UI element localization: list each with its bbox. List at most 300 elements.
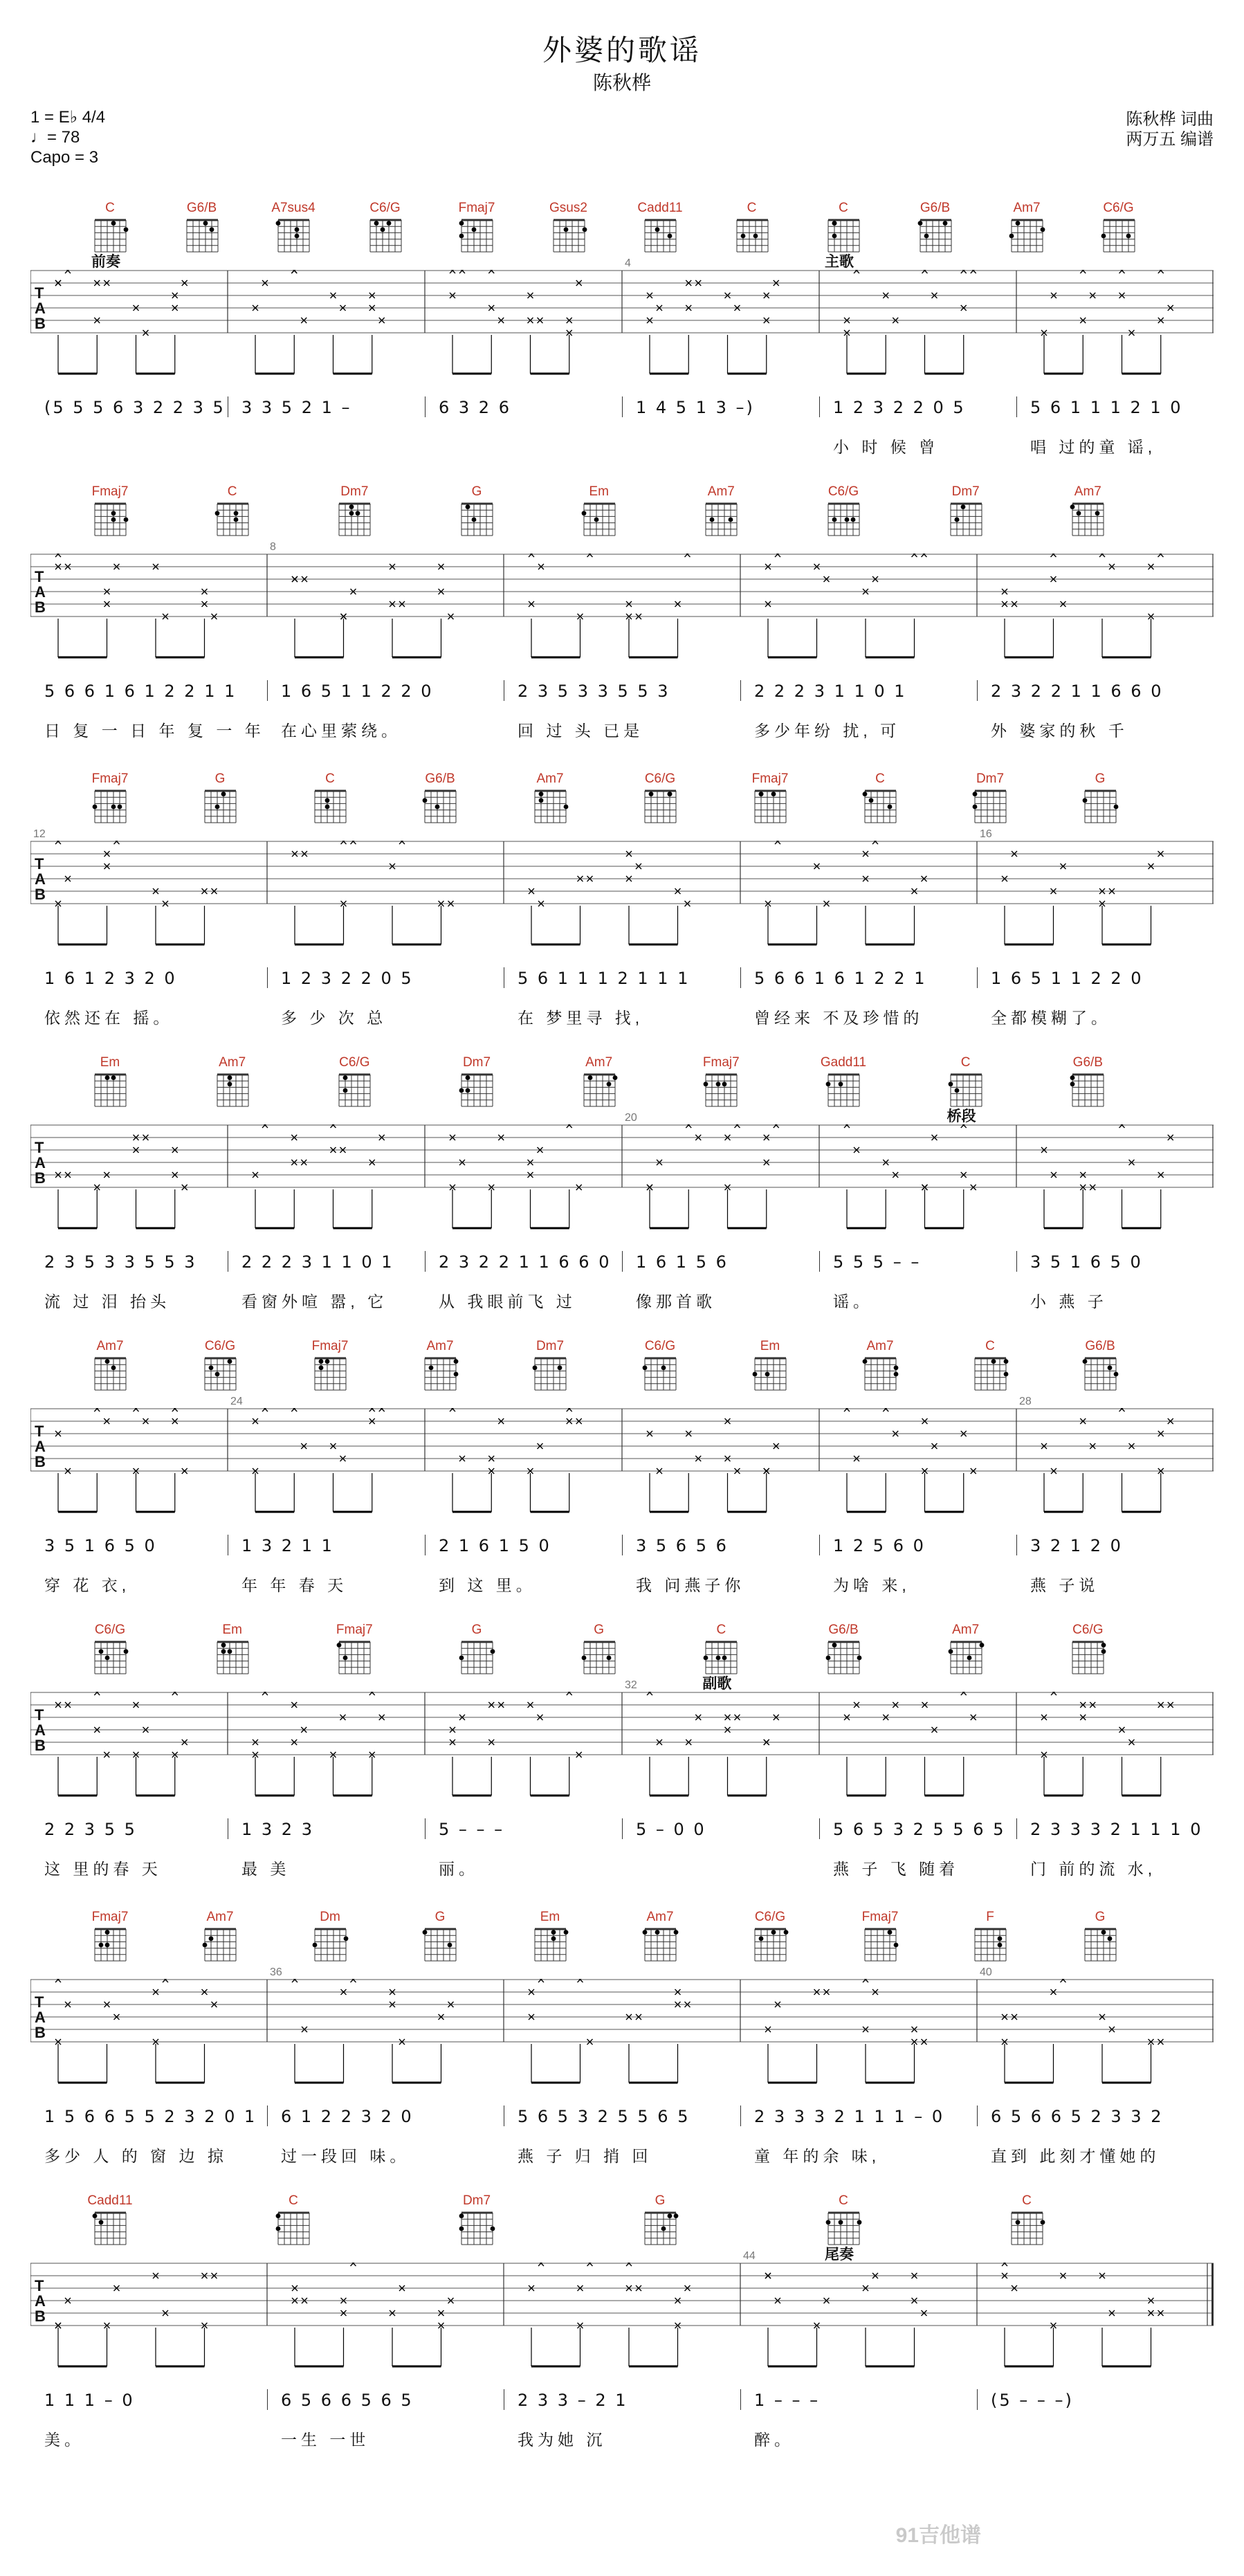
chord-grid bbox=[641, 1926, 679, 1964]
chord-diagram bbox=[86, 1910, 134, 1964]
chord-diagram bbox=[1063, 1055, 1112, 1109]
chord-name: G6/B bbox=[1085, 1339, 1115, 1353]
jianpu-measure: 1 2 3 2 2 0 5 bbox=[281, 969, 414, 988]
chord-grid bbox=[824, 1072, 863, 1109]
jianpu-barline bbox=[622, 396, 623, 417]
jianpu-measure: 3 2 1 2 0 bbox=[1030, 1536, 1123, 1555]
song-credits bbox=[1126, 109, 1214, 149]
jianpu-measure: 2 3 2 2 1 1 6 6 0 bbox=[439, 1252, 612, 1272]
lyric-segment: 为啥 来, bbox=[833, 1576, 911, 1594]
chord-diagram bbox=[86, 201, 134, 255]
lyric-segment: 燕 子说 bbox=[1030, 1576, 1099, 1594]
tab-staff bbox=[30, 1966, 1214, 2090]
chord-diagram bbox=[545, 201, 593, 255]
chord-grid bbox=[213, 1639, 252, 1677]
chord-diagram bbox=[1063, 1623, 1112, 1677]
section-label: 前奏 bbox=[91, 254, 120, 270]
lyric-segment: 童 年的余 味, bbox=[754, 2147, 881, 2165]
jianpu-measure: 2 2 3 5 5 bbox=[44, 1820, 137, 1839]
chord-diagram bbox=[330, 484, 378, 538]
chord-grid bbox=[641, 217, 679, 255]
chord-grid bbox=[641, 788, 679, 825]
chord-diagram bbox=[942, 1055, 990, 1109]
chord-grid bbox=[733, 217, 771, 255]
measure-number: 20 bbox=[625, 1112, 637, 1124]
tab-lines bbox=[30, 1692, 1214, 1802]
chord-grid bbox=[531, 1355, 569, 1393]
chord-grid bbox=[183, 217, 221, 255]
chord-diagram bbox=[86, 484, 134, 538]
chord-grid bbox=[971, 1355, 1009, 1393]
chord-grid bbox=[1081, 1355, 1119, 1393]
chord-name: C bbox=[985, 1339, 995, 1353]
song-title: 外婆的歌谣 bbox=[542, 34, 702, 66]
section-label: 桥段 bbox=[946, 1108, 976, 1124]
lyric-segment: 这 里的春 天 bbox=[44, 1860, 162, 1878]
chord-diagram bbox=[178, 201, 226, 255]
lyric-segment: 全都模糊了。 bbox=[991, 1009, 1111, 1027]
jianpu-measure: 3 3 5 2 1 – bbox=[241, 398, 352, 417]
chord-grid bbox=[702, 1072, 740, 1109]
tab-clef: T A B bbox=[35, 1139, 46, 1187]
jianpu-barline bbox=[267, 2389, 268, 2410]
jianpu-measure: 6 3 2 6 bbox=[439, 398, 511, 417]
chord-grid bbox=[311, 1355, 349, 1393]
jianpu-measure: 2 3 3 3 2 1 1 1 0 bbox=[1030, 1820, 1203, 1839]
chord-grid bbox=[824, 1639, 863, 1677]
tab-staff bbox=[30, 541, 1214, 664]
lyrics-row bbox=[30, 1573, 1214, 1593]
chord-name: G bbox=[214, 771, 226, 786]
chord-grid bbox=[457, 217, 496, 255]
chord-name: G bbox=[435, 1910, 446, 1924]
chord-diagram bbox=[856, 1339, 904, 1393]
jianpu-measure: 3 5 1 6 5 0 bbox=[44, 1536, 157, 1555]
chord-grid bbox=[91, 1355, 129, 1393]
jianpu-measure: 5 6 5 3 2 5 5 6 5 bbox=[518, 2107, 690, 2126]
chord-name: C bbox=[289, 2193, 298, 2208]
lyric-segment: 多 少 次 总 bbox=[281, 1009, 387, 1027]
chord-grid bbox=[274, 2210, 313, 2247]
chord-diagram bbox=[208, 484, 257, 538]
jianpu-measure: 1 3 2 3 bbox=[241, 1820, 314, 1839]
lyric-segment: 过一段回 味。 bbox=[281, 2147, 410, 2165]
jianpu-barline bbox=[819, 1535, 820, 1555]
lyric-segment: 我为她 沉 bbox=[518, 2431, 607, 2449]
jianpu-row bbox=[30, 398, 1214, 419]
jianpu-barline bbox=[977, 2389, 978, 2410]
chord-diagram bbox=[361, 201, 410, 255]
tab-lines bbox=[30, 1124, 1214, 1235]
chord-diagram bbox=[575, 1623, 623, 1677]
chord-grid bbox=[335, 501, 374, 538]
chord-diagram bbox=[330, 1055, 378, 1109]
chord-name: C6/G bbox=[1072, 1623, 1104, 1637]
lyric-segment: 多少 人 的 窗 边 掠 bbox=[44, 2147, 228, 2165]
chord-name: C6/G bbox=[1103, 201, 1134, 215]
lyric-segment: 谣。 bbox=[833, 1292, 873, 1310]
measure-number: 40 bbox=[980, 1966, 992, 1978]
chord-grid bbox=[1007, 2210, 1046, 2247]
chord-grid bbox=[311, 1926, 349, 1964]
jianpu-barline bbox=[267, 680, 268, 701]
tab-staff bbox=[30, 1396, 1214, 1519]
chord-grid bbox=[824, 501, 863, 538]
measure-number: 36 bbox=[270, 1966, 282, 1978]
jianpu-barline bbox=[1016, 1535, 1017, 1555]
chord-name: C bbox=[1022, 2193, 1032, 2208]
chord-name: Dm7 bbox=[976, 771, 1005, 786]
chord-name: Am7 bbox=[1074, 484, 1101, 499]
chord-name: G bbox=[471, 484, 482, 499]
chord-diagram bbox=[819, 201, 868, 255]
chord-diagram bbox=[746, 1910, 794, 1964]
chord-grid bbox=[946, 501, 985, 538]
jianpu-barline bbox=[1016, 1251, 1017, 1272]
chord-name: Fmaj7 bbox=[91, 1910, 129, 1924]
chord-name: Am7 bbox=[952, 1623, 980, 1637]
jianpu-measure: 1 6 1 2 3 2 0 bbox=[44, 969, 177, 988]
jianpu-measure: (5 5 5 6 3 2 2 3 5 bbox=[44, 398, 226, 417]
measure-number: 32 bbox=[625, 1679, 637, 1691]
measure-number: 24 bbox=[230, 1396, 243, 1407]
lyrics-row bbox=[30, 435, 1214, 455]
chord-name: C6/G bbox=[339, 1055, 370, 1070]
lyric-segment: 我 问燕子你 bbox=[636, 1576, 745, 1594]
chord-diagram bbox=[306, 1339, 354, 1393]
chord-diagram bbox=[86, 771, 134, 825]
tab-lines bbox=[30, 1979, 1214, 2090]
chord-diagram bbox=[636, 1339, 684, 1393]
chord-name: Em bbox=[222, 1623, 242, 1637]
chord-name: Am7 bbox=[536, 771, 564, 786]
chord-name: C6/G bbox=[754, 1910, 786, 1924]
chord-diagram bbox=[911, 201, 960, 255]
chord-diagram bbox=[306, 1910, 354, 1964]
chord-grid bbox=[861, 1355, 899, 1393]
jianpu-measure: 1 2 5 6 0 bbox=[833, 1536, 926, 1555]
measure-number: 12 bbox=[33, 828, 46, 840]
chord-grid bbox=[751, 788, 789, 825]
chord-name: Gsus2 bbox=[549, 201, 587, 215]
tab-lines bbox=[30, 270, 1214, 381]
jianpu-barline bbox=[740, 2389, 741, 2410]
jianpu-row bbox=[30, 1252, 1214, 1273]
chord-grid bbox=[641, 1355, 679, 1393]
jianpu-measure: 5 – – – bbox=[439, 1820, 505, 1839]
chord-diagram bbox=[856, 1910, 904, 1964]
chord-diagram bbox=[452, 1055, 501, 1109]
chord-name: Dm7 bbox=[462, 2193, 491, 2208]
chord-grid bbox=[213, 501, 252, 538]
chord-diagram bbox=[196, 1910, 244, 1964]
jianpu-measure: 2 3 2 2 1 1 6 6 0 bbox=[991, 682, 1164, 701]
chord-name: Fmaj7 bbox=[702, 1055, 740, 1070]
lyric-segment: 直到 此刻才懂她的 bbox=[991, 2147, 1160, 2165]
chord-row bbox=[0, 1623, 1244, 1692]
jianpu-barline bbox=[267, 967, 268, 988]
chord-grid bbox=[213, 1072, 252, 1109]
chord-grid bbox=[457, 501, 496, 538]
site-watermark: 91吉他谱 bbox=[895, 2524, 981, 2547]
chord-grid bbox=[946, 1639, 985, 1677]
measure-number: 16 bbox=[980, 828, 992, 840]
chord-diagram bbox=[1063, 484, 1112, 538]
jianpu-measure: 6 1 2 2 3 2 0 bbox=[281, 2107, 414, 2126]
chord-grid bbox=[861, 1926, 899, 1964]
jianpu-row bbox=[30, 2391, 1214, 2411]
chord-grid bbox=[421, 1355, 459, 1393]
tab-clef: T A B bbox=[35, 1706, 46, 1755]
chord-name: Fmaj7 bbox=[861, 1910, 899, 1924]
chord-grid bbox=[702, 501, 740, 538]
lyric-segment: 像那首歌 bbox=[636, 1292, 716, 1310]
chord-name: Fmaj7 bbox=[336, 1623, 373, 1637]
chord-name: G bbox=[471, 1623, 482, 1637]
chord-name: Fmaj7 bbox=[751, 771, 789, 786]
lyrics-row bbox=[30, 2427, 1214, 2448]
chord-grid bbox=[916, 217, 955, 255]
chord-name: Dm7 bbox=[462, 1055, 491, 1070]
jianpu-measure: 2 3 5 3 3 5 5 3 bbox=[44, 1252, 197, 1272]
chord-name: G bbox=[1095, 1910, 1106, 1924]
chord-name: Em bbox=[540, 1910, 560, 1924]
jianpu-measure: 3 5 6 5 6 bbox=[636, 1536, 729, 1555]
chord-name: C bbox=[839, 201, 848, 215]
chord-name: C bbox=[875, 771, 885, 786]
chord-grid bbox=[531, 1926, 569, 1964]
jianpu-barline bbox=[622, 1535, 623, 1555]
jianpu-measure: 6 5 6 6 5 6 5 bbox=[281, 2391, 414, 2410]
chord-grid bbox=[946, 1072, 985, 1109]
tab-clef: T A B bbox=[35, 2277, 46, 2326]
chord-diagram bbox=[1076, 1339, 1124, 1393]
chord-grid bbox=[861, 788, 899, 825]
chord-grid bbox=[311, 788, 349, 825]
jianpu-barline bbox=[819, 396, 820, 417]
jianpu-measure: 5 6 5 3 2 5 5 6 5 bbox=[833, 1820, 1006, 1839]
chord-diagram bbox=[942, 1623, 990, 1677]
chord-diagram bbox=[452, 484, 501, 538]
chord-diagram bbox=[86, 1339, 134, 1393]
chord-diagram bbox=[856, 771, 904, 825]
jianpu-barline bbox=[425, 396, 426, 417]
chord-name: C6/G bbox=[204, 1339, 236, 1353]
chord-name: Am7 bbox=[1013, 201, 1041, 215]
jianpu-barline bbox=[425, 1251, 426, 1272]
chord-name: Em bbox=[589, 484, 609, 499]
section-label: 副歌 bbox=[702, 1676, 732, 1692]
chord-name: Em bbox=[100, 1055, 120, 1070]
chord-diagram bbox=[1003, 201, 1051, 255]
jianpu-measure: 2 2 2 3 1 1 0 1 bbox=[754, 682, 907, 701]
chord-diagram bbox=[196, 771, 244, 825]
chord-name: Dm7 bbox=[536, 1339, 565, 1353]
chord-diagram bbox=[942, 484, 990, 538]
chord-name: G bbox=[1095, 771, 1106, 786]
chord-grid bbox=[91, 501, 129, 538]
chord-name: G6/B bbox=[425, 771, 455, 786]
lyrics-row bbox=[30, 1856, 1214, 1877]
chord-grid bbox=[91, 2210, 129, 2247]
chord-name: C6/G bbox=[644, 771, 676, 786]
lyric-segment: 年 年 春 天 bbox=[241, 1576, 348, 1594]
chord-grid bbox=[1068, 501, 1107, 538]
jianpu-barline bbox=[622, 1818, 623, 1839]
chord-name: Am7 bbox=[707, 484, 735, 499]
jianpu-barline bbox=[977, 2105, 978, 2126]
lyric-segment: 最 美 bbox=[241, 1860, 291, 1878]
chord-diagram bbox=[636, 2193, 684, 2247]
chord-name: Dm7 bbox=[340, 484, 369, 499]
lyric-segment: 小 燕 子 bbox=[1030, 1292, 1108, 1310]
lyrics-row bbox=[30, 2144, 1214, 2164]
tab-staff bbox=[30, 828, 1214, 951]
jianpu-measure: (5 – – –) bbox=[991, 2391, 1074, 2410]
lyric-segment: 多少年纷 扰, 可 bbox=[754, 722, 901, 740]
lyric-segment: 看窗外喧 嚣, 它 bbox=[241, 1292, 388, 1310]
chord-grid bbox=[971, 788, 1009, 825]
chord-diagram bbox=[697, 1055, 745, 1109]
chord-name: F bbox=[986, 1910, 994, 1924]
chord-row bbox=[0, 2193, 1244, 2263]
chord-name: C bbox=[839, 2193, 848, 2208]
jianpu-barline bbox=[740, 2105, 741, 2126]
chord-diagram bbox=[416, 771, 464, 825]
chord-row bbox=[0, 1339, 1244, 1401]
chord-grid bbox=[201, 788, 239, 825]
chord-grid bbox=[1081, 788, 1119, 825]
chord-grid bbox=[335, 1639, 374, 1677]
jianpu-measure: 1 – – – bbox=[754, 2391, 821, 2410]
jianpu-barline bbox=[425, 1818, 426, 1839]
chord-grid bbox=[91, 1639, 129, 1677]
chord-diagram bbox=[526, 771, 574, 825]
lyric-segment: 穿 花 衣, bbox=[44, 1576, 131, 1594]
lyric-segment: 小 时 候 曾 bbox=[833, 438, 940, 456]
chord-name: C6/G bbox=[369, 201, 401, 215]
chord-diagram bbox=[1076, 1910, 1124, 1964]
tab-lines bbox=[30, 1408, 1214, 1519]
chord-diagram bbox=[819, 2193, 868, 2247]
chord-diagram bbox=[636, 771, 684, 825]
jianpu-measure: 5 6 1 1 1 2 1 1 1 bbox=[518, 969, 690, 988]
lyric-segment: 醉。 bbox=[754, 2431, 794, 2449]
jianpu-measure: 2 3 5 3 3 5 5 3 bbox=[518, 682, 670, 701]
measure-number: 4 bbox=[625, 257, 631, 269]
chord-name: Am7 bbox=[866, 1339, 894, 1353]
jianpu-measure: 6 5 6 6 5 2 3 3 2 bbox=[991, 2107, 1164, 2126]
lyric-segment: 从 我眼前飞 过 bbox=[439, 1292, 576, 1310]
chord-name: G6/B bbox=[920, 201, 951, 215]
jianpu-barline bbox=[819, 1251, 820, 1272]
chord-name: Am7 bbox=[646, 1910, 674, 1924]
chord-diagram bbox=[269, 2193, 318, 2247]
chord-grid bbox=[971, 1926, 1009, 1964]
chord-grid bbox=[91, 788, 129, 825]
chord-grid bbox=[366, 217, 405, 255]
chord-name: Am7 bbox=[219, 1055, 246, 1070]
chord-row bbox=[0, 771, 1244, 834]
lyrics-row bbox=[30, 1289, 1214, 1310]
chord-name: Fmaj7 bbox=[311, 1339, 349, 1353]
jianpu-measure: 2 1 6 1 5 0 bbox=[439, 1536, 551, 1555]
section-label: 主歌 bbox=[825, 254, 854, 270]
chord-row bbox=[0, 484, 1244, 547]
chord-name: Dm bbox=[320, 1910, 340, 1924]
chord-grid bbox=[1068, 1072, 1107, 1109]
chord-grid bbox=[201, 1355, 239, 1393]
chord-diagram bbox=[966, 771, 1014, 825]
chord-grid bbox=[702, 1639, 740, 1677]
jianpu-row bbox=[30, 682, 1214, 702]
chord-grid bbox=[91, 1072, 129, 1109]
chord-diagram bbox=[416, 1339, 464, 1393]
chord-grid bbox=[580, 1072, 619, 1109]
chord-name: C bbox=[227, 484, 237, 499]
chord-grid bbox=[457, 1072, 496, 1109]
credit-lyrics-music: 陈秋桦 词曲 bbox=[1126, 110, 1214, 129]
chord-name: C6/G bbox=[94, 1623, 126, 1637]
chord-diagram bbox=[526, 1910, 574, 1964]
lyrics-row bbox=[30, 1005, 1214, 1026]
chord-name: C6/G bbox=[827, 484, 859, 499]
chord-grid bbox=[549, 217, 588, 255]
song-meta bbox=[30, 107, 105, 167]
chord-diagram bbox=[416, 1910, 464, 1964]
chord-name: C bbox=[325, 771, 335, 786]
jianpu-row bbox=[30, 2107, 1214, 2128]
tab-clef: T A B bbox=[35, 1993, 46, 2042]
chord-grid bbox=[580, 501, 619, 538]
chord-name: G6/B bbox=[186, 201, 217, 215]
chord-name: Am7 bbox=[585, 1055, 613, 1070]
chord-grid bbox=[201, 1926, 239, 1964]
chord-name: A7sus4 bbox=[271, 201, 315, 215]
chord-name: C bbox=[105, 201, 115, 215]
jianpu-barline bbox=[425, 1535, 426, 1555]
credit-arranger: 两万五 编谱 bbox=[1126, 130, 1214, 149]
chord-diagram bbox=[306, 771, 354, 825]
capo-marking: Capo = 3 bbox=[30, 148, 99, 167]
chord-diagram bbox=[452, 1623, 501, 1677]
jianpu-measure: 5 6 6 1 6 1 2 2 1 bbox=[754, 969, 927, 988]
chord-diagram bbox=[269, 201, 318, 255]
chord-diagram bbox=[575, 484, 623, 538]
lyrics-row bbox=[30, 718, 1214, 739]
measure-number: 44 bbox=[743, 2250, 756, 2262]
jianpu-measure: 1 1 1 – 0 bbox=[44, 2391, 135, 2410]
chord-name: G6/B bbox=[1072, 1055, 1103, 1070]
tab-lines bbox=[30, 841, 1214, 951]
jianpu-barline bbox=[977, 680, 978, 701]
jianpu-row bbox=[30, 969, 1214, 989]
section-label: 尾奏 bbox=[825, 2247, 854, 2263]
chord-diagram bbox=[636, 201, 684, 255]
chord-name: Am7 bbox=[426, 1339, 454, 1353]
chord-diagram bbox=[746, 771, 794, 825]
chord-grid bbox=[421, 1926, 459, 1964]
chord-diagram bbox=[86, 2193, 134, 2247]
chord-row bbox=[0, 201, 1244, 270]
tab-clef: T A B bbox=[35, 568, 46, 616]
chord-name: C bbox=[716, 1623, 726, 1637]
jianpu-measure: 1 3 2 1 1 bbox=[241, 1536, 334, 1555]
jianpu-barline bbox=[977, 967, 978, 988]
lyric-segment: 在 梦里寻 找, bbox=[518, 1009, 644, 1027]
jianpu-measure: 2 3 3 3 2 1 1 1 – 0 bbox=[754, 2107, 945, 2126]
jianpu-barline bbox=[740, 680, 741, 701]
